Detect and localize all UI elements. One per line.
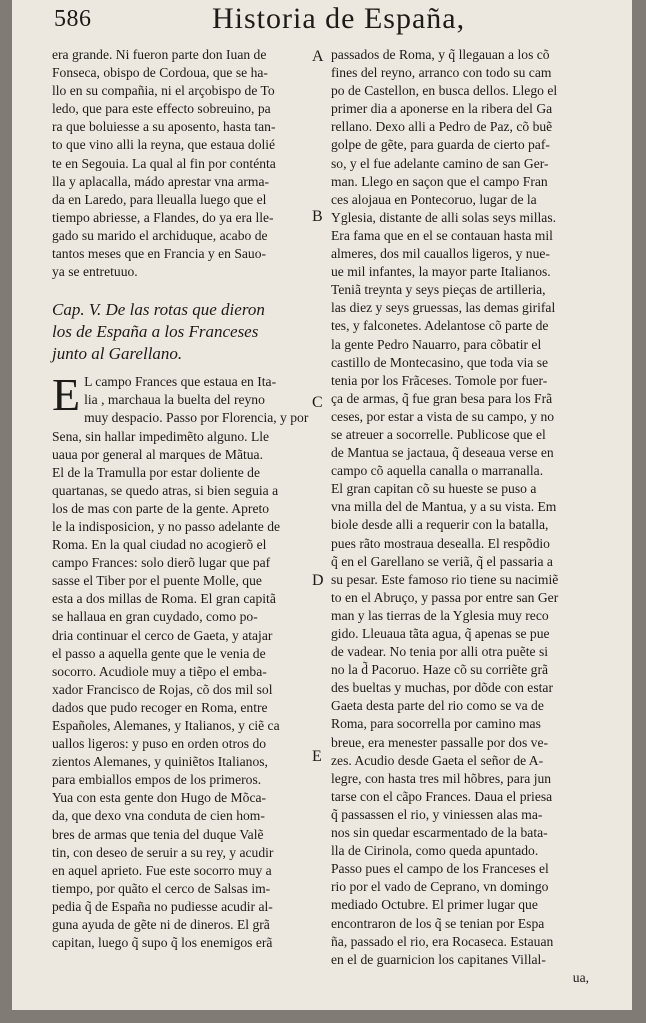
book-page (12, 0, 632, 1010)
text-line: zes. Acudio desde Gaeta el señor de A- (331, 752, 544, 768)
text-line: bres de armas que tenia del duque Valẽ (52, 826, 264, 842)
running-title: Historia de España, (212, 2, 466, 35)
page-number: 586 (54, 6, 92, 32)
text-line: passados de Roma, y q̃ llegauan a los cõ (331, 47, 550, 62)
text-line: Yua con esta gente don Hugo de Mõca- (52, 790, 267, 806)
text-line: quartanas, se quedo atras, si bien seguia a (52, 482, 279, 498)
text-line: almeres, dos mil cauallos ligeros, y nue- (331, 246, 550, 262)
text-line: gido. Lleuaua tãta agua, q̃ apenas se pue (331, 626, 550, 641)
text-line: Roma. En la qual ciudad no acogierõ el (52, 537, 267, 553)
text-line: po de Castellon, en busca dellos. Llego el (331, 83, 558, 99)
text-line: ua, (572, 969, 589, 985)
text-line: so, y el fue adelante camino de san Ger- (331, 155, 549, 171)
text-line: da, que dexo vna conduta de cien hom- (52, 808, 265, 824)
text-line: te en Segouia. La qual al fin por conténta (52, 155, 276, 171)
text-line: de vadear. No tenia por alli otra puẽte si (331, 644, 549, 660)
text-line: ya se entretuuo. (52, 264, 138, 280)
text-line: sasse el Tiber por el puente Molle, que (52, 573, 262, 589)
text-line: el passo a aquella gente que le venia de (52, 645, 266, 661)
text-line: ue mil infantes, la mayor parte Italianos. (331, 264, 551, 280)
text-line: muy despacio. Passo por Florencia, y por (84, 410, 309, 426)
text-line: biole desde alli a requerir con la batalla, (331, 517, 549, 533)
text-line: lia , marchaua la buelta del reyno (84, 392, 265, 408)
text-line: fines del reyno, arranco con todo su cam (331, 65, 552, 81)
text-line: tenia por los Frãceses. Tomole por fuer- (331, 372, 548, 388)
text-line: dados que pudo recoger en Roma, entre (52, 699, 268, 715)
text-line: nos sin quedar escarmentado de la bata- (331, 825, 548, 841)
left-column (52, 46, 322, 952)
text-line: en aquel aprieto. Fue este socorro muy a (52, 862, 272, 878)
text-line: campo cõ aquella canalla o marranalla. (331, 463, 544, 479)
text-line: ledo, que para este effecto sobreuino, pa (52, 101, 271, 117)
text-line: ña, passado el rio, era Rocaseca. Estauan (331, 933, 554, 949)
text-line: tes, y falconetes. Adelantose cõ parte de (331, 318, 549, 334)
text-line: pues rãto mostraua desealla. El respõdio (331, 535, 550, 551)
text-line: tin, con deseo de seruir a su rey, y acudir (52, 844, 274, 860)
text-line: legre, con hasta tres mil hõbres, para jun (331, 770, 552, 786)
text-line: tantos meses que en Francia y en Sauo- (52, 246, 267, 262)
text-line: Teniã treynta y seys pieças de artilleria, (331, 282, 546, 298)
margin-letter-e: E (312, 748, 322, 765)
text-line: breue, era menester passalle por dos ve- (331, 734, 549, 750)
right-column (331, 46, 589, 987)
text-line: era grande. Ni fueron parte don Iuan de (52, 47, 267, 62)
margin-letter-d: D (312, 572, 324, 589)
text-line: en el de guarnicion los capitanes Villal- (331, 951, 546, 967)
text-line: ceses, por estar a vista de su campo, y no (331, 408, 555, 424)
chapter-heading (52, 299, 322, 365)
text-line: ra que boluiesse a su aposento, hasta tan- (52, 119, 276, 135)
text-line: castillo de Montecasino, que toda via se (331, 354, 549, 370)
text-line: Sena, sin hallar impedimẽto alguno. Lle (52, 428, 270, 444)
text-line: vna milla del de Mantua, y a su vista. Em (331, 499, 557, 515)
text-line: se hallaua en gran cuydado, como po- (52, 609, 258, 625)
text-line: campo Frances: solo dierõ lugar que paf (52, 555, 271, 571)
text-line: Era fama que en el se contauan hasta mil (331, 227, 553, 243)
text-line: los de mas con parte de la gente. Apreto (52, 500, 270, 516)
text-line: primer dia a aponerse en la ribera del Ga (331, 101, 553, 117)
drop-cap: E (52, 369, 81, 421)
text-line: uaua por general al marques de Mãtua. (52, 446, 263, 462)
margin-letter-a: A (312, 48, 324, 65)
text-line: le la indisposicion, y no passo adelante de (52, 518, 281, 534)
text-line: golpe de gẽte, para guarda de cierto paf- (331, 137, 550, 153)
text-line: guna ayuda de gẽte ni de dineros. El grã (52, 917, 270, 933)
text-line: lla y aplacalla, mádo aprestar vna arma- (52, 173, 270, 189)
text-line: ça de armas, q̃ fue gran besa para los Frã (331, 390, 553, 406)
text-line: Gaeta desta parte del rio como se va de (331, 698, 544, 714)
text-line: encontraron de los q̃ se tenian por Espa (331, 915, 545, 931)
margin-letter-b: B (312, 208, 323, 225)
chapter-heading-line: los de España a los Franceses (52, 322, 259, 342)
text-line: llo en su compañia, ni el arçobispo de To (52, 83, 275, 99)
text-line: Yglesia, distante de alli solas seys millas. (331, 209, 557, 225)
text-line: to que vino alli la reyna, que estaua dolié (52, 137, 276, 153)
text-line: q̃ passassen el rio, y viniessen alas ma- (331, 806, 543, 822)
text-line: dria continuar el cerco de Gaeta, y atajar (52, 627, 273, 643)
text-line: Fonseca, obispo de Cordoua, que se ha- (52, 65, 268, 81)
text-line: q̃ en el Garellano se veriã, q̃ el passaria a (331, 553, 553, 569)
text-line: L campo Frances que estaua en Ita- (84, 374, 277, 390)
text-line: capitan, luego q̃ supo q̃ los enemigos erã (52, 935, 273, 951)
chapter-heading-line: junto al Garellano. (52, 344, 183, 364)
text-line: tiempo abriesse, a Flandes, do ya era lle- (52, 209, 274, 225)
text-line: ces alojaua en Pontecoruo, lugar de la (331, 191, 537, 207)
text-line: da en Laredo, para lleualla luego que el (52, 191, 267, 207)
text-line: su pesar. Este famoso rio tiene su nacimiẽ (331, 571, 559, 587)
paragraph-continued (52, 46, 322, 281)
text-line: rio por el vado de Ceprano, vn domingo (331, 879, 549, 895)
text-line: la gente Pedro Nauarro, para cõbatir el (331, 336, 542, 352)
text-line: Roma, para socorrella por camino mas (331, 716, 541, 732)
chapter-paragraph (52, 369, 322, 952)
margin-letter-c: C (312, 394, 323, 411)
text-line: to en el Abruço, y passa por entre san Ger (331, 589, 559, 605)
text-line: gado su marido el archiduque, acabo de (52, 227, 268, 243)
text-line: mediado Octubre. El primer lugar que (331, 897, 538, 913)
text-line: Passo pues el campo de los Franceses el (331, 861, 549, 877)
text-line: xador Francisco de Rojas, cõ dos mil sol (52, 681, 273, 697)
text-line: man. Llego en saçon que el campo Fran (331, 173, 548, 189)
text-line: rellano. Dexo alli a Pedro de Paz, cõ buẽ (331, 119, 553, 135)
text-line: man y las tierras de la Yglesia muy reco (331, 607, 549, 623)
text-line: tarse con el cãpo Frances. Daua el priesa (331, 788, 553, 804)
text-line: se atreuer a socorrelle. Publicose que el (331, 426, 546, 442)
text-line: de Mantua se jactaua, q̃ deseaua verse en (331, 445, 554, 461)
text-line: Españoles, Alemanes, y Italianos, y ciẽ ca (52, 718, 280, 733)
text-line: las diez y seys gruessas, las demas girifal (331, 300, 556, 316)
text-line: esta a dos millas de Roma. El gran capitã (52, 591, 276, 607)
text-line: no la d̃ Pacoruo. Haze cõ su corriẽte grã (331, 662, 549, 678)
text-line: para embiallos empos de los primeros. (52, 772, 262, 788)
text-line: socorro. Acudiole muy a tiẽpo el emba- (52, 663, 267, 679)
text-line: El de la Tramulla por estar doliente de (52, 464, 261, 480)
text-line: tiempo, por quãto el cerco de Salsas im- (52, 880, 271, 896)
text-line: pedia q̃ de España no pudiesse acudir al- (52, 898, 273, 914)
text-line: zientos Alemanes, y quiniẽtos Italianos, (52, 754, 268, 770)
text-line: lla de Cirinola, como queda apuntado. (331, 843, 539, 859)
chapter-heading-line: Cap. V. De las rotas que dieron (52, 300, 265, 320)
text-line: El gran capitan cõ su hueste se puso a (331, 481, 537, 497)
text-line: des bueltas y muchas, por dõde con estar (331, 680, 553, 696)
text-line: uallos ligeros: y puso en orden otros do (52, 736, 267, 752)
